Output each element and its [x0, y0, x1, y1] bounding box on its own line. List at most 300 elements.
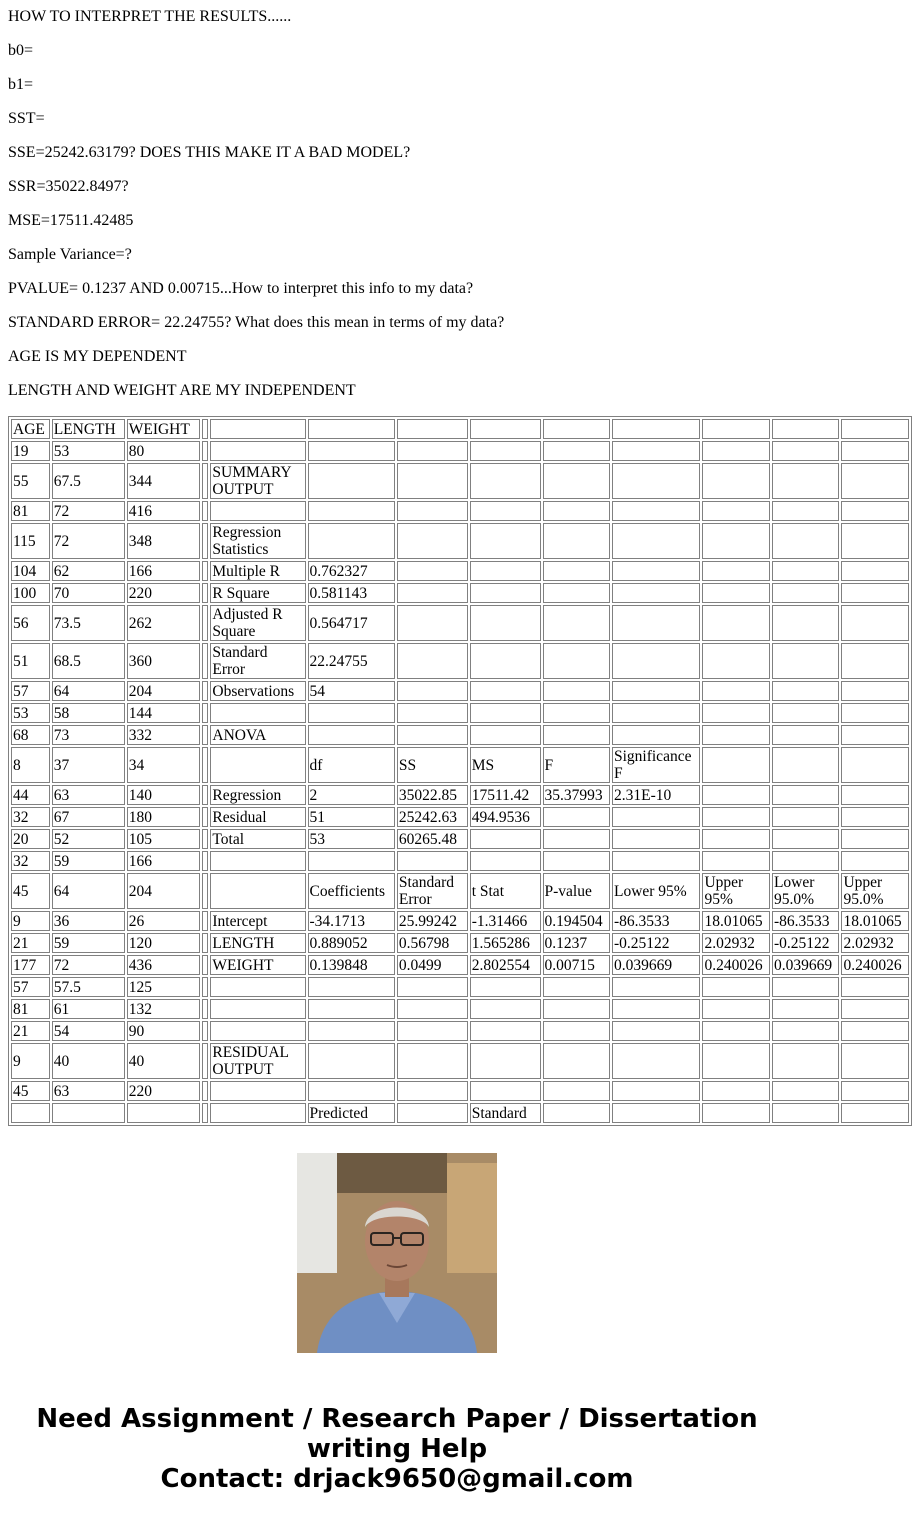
- table-cell: [397, 561, 468, 581]
- question-heading: HOW TO INTERPRET THE RESULTS......: [8, 8, 292, 25]
- table-cell: [308, 463, 395, 499]
- table-cell: [841, 1021, 909, 1041]
- table-cell: 115: [11, 523, 50, 559]
- table-cell: [202, 583, 209, 603]
- table-cell: [210, 703, 305, 723]
- table-cell: 18.01065: [841, 911, 909, 931]
- table-cell: [612, 725, 701, 745]
- table-cell: Residual: [210, 807, 305, 827]
- table-cell: [202, 643, 209, 679]
- table-cell: R Square: [210, 583, 305, 603]
- table-cell: [210, 1081, 305, 1101]
- table-cell: -34.1713: [308, 911, 395, 931]
- table-cell: 57: [11, 977, 50, 997]
- table-cell: Total: [210, 829, 305, 849]
- table-cell: 360: [127, 643, 200, 679]
- question-line-dependent: AGE IS MY DEPENDENT: [8, 348, 187, 365]
- table-cell: Regression: [210, 785, 305, 805]
- table-cell: 72: [52, 501, 125, 521]
- table-cell: [702, 463, 769, 499]
- table-cell: [397, 643, 468, 679]
- table-cell: [543, 725, 610, 745]
- table-row: [11, 1081, 909, 1101]
- table-cell: 55: [11, 463, 50, 499]
- table-cell: [470, 999, 541, 1019]
- table-cell: 21: [11, 933, 50, 953]
- table-cell: Intercept: [210, 911, 305, 931]
- table-cell: [702, 523, 769, 559]
- table-cell: 0.039669: [612, 955, 701, 975]
- table-cell: [202, 501, 209, 521]
- table-cell: -0.25122: [772, 933, 839, 953]
- table-cell: [702, 583, 769, 603]
- table-cell: [470, 463, 541, 499]
- table-cell: [702, 851, 769, 871]
- table-cell: 67: [52, 807, 125, 827]
- question-line-variance: Sample Variance=?: [8, 246, 132, 263]
- table-cell: [612, 1021, 701, 1041]
- table-cell: [772, 643, 839, 679]
- table-cell: 56: [11, 605, 50, 641]
- table-cell: [841, 829, 909, 849]
- table-cell: 68.5: [52, 643, 125, 679]
- table-cell: 204: [127, 873, 200, 909]
- table-cell: 0.0499: [397, 955, 468, 975]
- table-cell: LENGTH: [210, 933, 305, 953]
- table-cell: [612, 419, 701, 439]
- table-cell: [841, 441, 909, 461]
- table-row: [11, 441, 909, 461]
- table-cell: 64: [52, 873, 125, 909]
- table-cell: 0.240026: [841, 955, 909, 975]
- table-cell: [612, 829, 701, 849]
- table-cell: [543, 807, 610, 827]
- table-cell: Multiple R: [210, 561, 305, 581]
- table-cell: AGE: [11, 419, 50, 439]
- table-cell: 40: [127, 1043, 200, 1079]
- table-cell: [612, 703, 701, 723]
- table-cell: [202, 605, 209, 641]
- table-cell: [772, 583, 839, 603]
- table-row: [11, 873, 909, 909]
- table-cell: MS: [470, 747, 541, 783]
- table-cell: 35.37993: [543, 785, 610, 805]
- table-cell: [210, 851, 305, 871]
- table-row: [11, 1103, 909, 1123]
- footer-contact: Contact: drjack9650@gmail.com: [160, 1464, 634, 1494]
- table-cell: [470, 1021, 541, 1041]
- table-cell: [202, 463, 209, 499]
- table-cell: 45: [11, 1081, 50, 1101]
- table-cell: [470, 829, 541, 849]
- author-photo: [297, 1153, 497, 1353]
- table-cell: [612, 977, 701, 997]
- table-cell: [702, 643, 769, 679]
- table-cell: [772, 785, 839, 805]
- table-cell: [308, 441, 395, 461]
- table-cell: [702, 419, 769, 439]
- table-cell: [470, 561, 541, 581]
- table-cell: 0.889052: [308, 933, 395, 953]
- table-row: [11, 463, 909, 499]
- table-cell: [702, 747, 769, 783]
- table-cell: [470, 681, 541, 701]
- table-cell: 80: [127, 441, 200, 461]
- table-cell: [772, 441, 839, 461]
- table-cell: F: [543, 747, 610, 783]
- question-line-independent: LENGTH AND WEIGHT ARE MY INDEPENDENT: [8, 382, 356, 399]
- footer-line-2: writing Help: [306, 1434, 488, 1464]
- table-cell: 0.56798: [397, 933, 468, 953]
- question-line-sst: SST=: [8, 110, 45, 127]
- table-cell: [543, 1103, 610, 1123]
- table-row: [11, 911, 909, 931]
- table-row: [11, 933, 909, 953]
- footer-line-1: Need Assignment / Research Paper / Dissertation: [36, 1404, 758, 1434]
- table-cell: [841, 1103, 909, 1123]
- table-row: [11, 785, 909, 805]
- table-cell: [543, 1043, 610, 1079]
- table-cell: 64: [52, 681, 125, 701]
- table-cell: [470, 523, 541, 559]
- table-cell: [772, 501, 839, 521]
- table-cell: [702, 681, 769, 701]
- table-cell: 19: [11, 441, 50, 461]
- table-cell: -1.31466: [470, 911, 541, 931]
- table-cell: [397, 605, 468, 641]
- table-cell: [202, 911, 209, 931]
- table-cell: [397, 441, 468, 461]
- table-cell: [202, 785, 209, 805]
- table-cell: [543, 419, 610, 439]
- table-cell: [202, 523, 209, 559]
- table-cell: [202, 681, 209, 701]
- table-cell: 9: [11, 1043, 50, 1079]
- table-cell: -86.3533: [612, 911, 701, 931]
- table-cell: t Stat: [470, 873, 541, 909]
- table-cell: 22.24755: [308, 643, 395, 679]
- table-cell: [308, 1043, 395, 1079]
- table-cell: Standard: [470, 1103, 541, 1123]
- table-cell: 220: [127, 583, 200, 603]
- table-cell: 105: [127, 829, 200, 849]
- table-cell: 416: [127, 501, 200, 521]
- table-cell: 54: [52, 1021, 125, 1041]
- table-cell: 63: [52, 1081, 125, 1101]
- table-cell: 2.31E-10: [612, 785, 701, 805]
- table-cell: [841, 807, 909, 827]
- table-cell: 52: [52, 829, 125, 849]
- table-row: [11, 419, 909, 439]
- question-line-pvalue: PVALUE= 0.1237 AND 0.00715...How to interpret this info to my data?: [8, 280, 474, 297]
- table-cell: 132: [127, 999, 200, 1019]
- table-cell: [397, 419, 468, 439]
- table-cell: [543, 703, 610, 723]
- table-cell: [772, 1043, 839, 1079]
- table-row: [11, 955, 909, 975]
- table-cell: 348: [127, 523, 200, 559]
- table-cell: [202, 419, 209, 439]
- table-cell: [612, 1043, 701, 1079]
- table-cell: [841, 977, 909, 997]
- table-row: [11, 1043, 909, 1079]
- table-cell: [470, 419, 541, 439]
- table-cell: 57.5: [52, 977, 125, 997]
- table-cell: [202, 1103, 209, 1123]
- table-cell: [202, 703, 209, 723]
- table-cell: 34: [127, 747, 200, 783]
- table-cell: 81: [11, 501, 50, 521]
- table-cell: 344: [127, 463, 200, 499]
- table-cell: [612, 807, 701, 827]
- table-cell: 220: [127, 1081, 200, 1101]
- table-cell: [612, 441, 701, 461]
- table-cell: [841, 681, 909, 701]
- regression-data-table: [8, 416, 912, 1126]
- question-line-ssr: SSR=35022.8497?: [8, 178, 129, 195]
- table-cell: [702, 1103, 769, 1123]
- table-cell: [612, 681, 701, 701]
- table-cell: 59: [52, 851, 125, 871]
- table-cell: 57: [11, 681, 50, 701]
- table-cell: 70: [52, 583, 125, 603]
- table-cell: 0.139848: [308, 955, 395, 975]
- table-cell: 104: [11, 561, 50, 581]
- table-cell: [397, 463, 468, 499]
- person-portrait-icon: [297, 1153, 497, 1353]
- table-cell: [397, 501, 468, 521]
- table-cell: [397, 1021, 468, 1041]
- table-cell: 58: [52, 703, 125, 723]
- table-cell: [470, 851, 541, 871]
- table-cell: 0.00715: [543, 955, 610, 975]
- table-cell: 73.5: [52, 605, 125, 641]
- table-cell: [210, 501, 305, 521]
- table-cell: 177: [11, 955, 50, 975]
- table-cell: 53: [11, 703, 50, 723]
- table-cell: [308, 725, 395, 745]
- table-cell: [308, 703, 395, 723]
- table-cell: [772, 1081, 839, 1101]
- table-cell: [841, 523, 909, 559]
- table-cell: 68: [11, 725, 50, 745]
- table-cell: [841, 643, 909, 679]
- table-cell: [702, 561, 769, 581]
- table-cell: 0.1237: [543, 933, 610, 953]
- table-cell: [210, 999, 305, 1019]
- table-cell: [470, 1043, 541, 1079]
- table-cell: [702, 725, 769, 745]
- table-cell: [543, 501, 610, 521]
- table-cell: P-value: [543, 873, 610, 909]
- table-cell: [202, 955, 209, 975]
- table-cell: Standard Error: [210, 643, 305, 679]
- table-cell: 25242.63: [397, 807, 468, 827]
- table-cell: [543, 1081, 610, 1101]
- table-cell: [397, 681, 468, 701]
- question-line-standard-error: STANDARD ERROR= 22.24755? What does this mean in terms of my data?: [8, 314, 505, 331]
- table-cell: Lower 95%: [612, 873, 701, 909]
- footer-advert: [0, 1404, 794, 1494]
- table-cell: 62: [52, 561, 125, 581]
- table-cell: 32: [11, 851, 50, 871]
- table-cell: 18.01065: [702, 911, 769, 931]
- table-cell: [543, 561, 610, 581]
- table-cell: [543, 643, 610, 679]
- table-cell: df: [308, 747, 395, 783]
- table-cell: WEIGHT: [210, 955, 305, 975]
- table-cell: [772, 977, 839, 997]
- table-cell: 90: [127, 1021, 200, 1041]
- table-cell: [202, 441, 209, 461]
- table-cell: [202, 725, 209, 745]
- table-cell: Standard Error: [397, 873, 468, 909]
- table-cell: Upper 95%: [702, 873, 769, 909]
- table-cell: -0.25122: [612, 933, 701, 953]
- table-cell: 8: [11, 747, 50, 783]
- table-cell: 45: [11, 873, 50, 909]
- table-cell: [308, 419, 395, 439]
- table-cell: Coefficients: [308, 873, 395, 909]
- table-cell: 120: [127, 933, 200, 953]
- table-cell: [612, 501, 701, 521]
- table-cell: [772, 807, 839, 827]
- table-cell: 51: [11, 643, 50, 679]
- table-cell: [772, 747, 839, 783]
- table-row: [11, 747, 909, 783]
- table-cell: [702, 1021, 769, 1041]
- table-row: [11, 583, 909, 603]
- table-cell: [841, 1043, 909, 1079]
- table-row: [11, 561, 909, 581]
- table-cell: [772, 523, 839, 559]
- table-cell: [841, 583, 909, 603]
- table-cell: 180: [127, 807, 200, 827]
- table-cell: [543, 605, 610, 641]
- table-cell: 0.564717: [308, 605, 395, 641]
- question-line-b1: b1=: [8, 76, 34, 93]
- table-cell: Lower 95.0%: [772, 873, 839, 909]
- table-cell: [308, 523, 395, 559]
- table-row: [11, 703, 909, 723]
- table-cell: [202, 933, 209, 953]
- table-cell: Observations: [210, 681, 305, 701]
- table-cell: [702, 1081, 769, 1101]
- table-cell: [202, 747, 209, 783]
- table-cell: [308, 999, 395, 1019]
- table-cell: 51: [308, 807, 395, 827]
- table-cell: 2.02932: [841, 933, 909, 953]
- table-cell: [543, 523, 610, 559]
- table-row: [11, 851, 909, 871]
- table-cell: 100: [11, 583, 50, 603]
- table-cell: [543, 829, 610, 849]
- table-cell: [470, 643, 541, 679]
- table-cell: [308, 977, 395, 997]
- question-line-sse: SSE=25242.63179? DOES THIS MAKE IT A BAD MODEL?: [8, 144, 411, 161]
- table-cell: 72: [52, 955, 125, 975]
- table-cell: [772, 463, 839, 499]
- table-cell: [470, 583, 541, 603]
- table-cell: [202, 999, 209, 1019]
- table-cell: [397, 523, 468, 559]
- table-row: [11, 681, 909, 701]
- table-cell: [612, 1081, 701, 1101]
- table-cell: [702, 703, 769, 723]
- table-cell: 67.5: [52, 463, 125, 499]
- table-cell: 60265.48: [397, 829, 468, 849]
- table-cell: [612, 523, 701, 559]
- table-cell: 436: [127, 955, 200, 975]
- table-cell: [612, 561, 701, 581]
- table-cell: [202, 977, 209, 997]
- table-cell: 262: [127, 605, 200, 641]
- table-cell: [202, 1043, 209, 1079]
- table-cell: 44: [11, 785, 50, 805]
- table-row: [11, 999, 909, 1019]
- table-cell: [841, 561, 909, 581]
- table-cell: [397, 1081, 468, 1101]
- table-cell: 61: [52, 999, 125, 1019]
- table-cell: 1.565286: [470, 933, 541, 953]
- table-cell: 21: [11, 1021, 50, 1041]
- table-cell: 9: [11, 911, 50, 931]
- table-cell: -86.3533: [772, 911, 839, 931]
- table-cell: [612, 583, 701, 603]
- table-cell: [772, 681, 839, 701]
- regression-table-container: [8, 416, 902, 1122]
- table-cell: 54: [308, 681, 395, 701]
- table-cell: [397, 1103, 468, 1123]
- table-cell: [702, 999, 769, 1019]
- table-cell: [841, 463, 909, 499]
- table-cell: 35022.85: [397, 785, 468, 805]
- table-cell: [772, 703, 839, 723]
- table-cell: [612, 1103, 701, 1123]
- table-cell: [841, 1081, 909, 1101]
- table-cell: [702, 829, 769, 849]
- table-cell: 2: [308, 785, 395, 805]
- table-cell: [772, 1103, 839, 1123]
- table-cell: [470, 725, 541, 745]
- table-cell: [841, 851, 909, 871]
- table-cell: [470, 605, 541, 641]
- table-cell: [772, 829, 839, 849]
- table-cell: Significance F: [612, 747, 701, 783]
- table-cell: [470, 441, 541, 461]
- table-cell: 0.581143: [308, 583, 395, 603]
- table-cell: 72: [52, 523, 125, 559]
- table-cell: [210, 441, 305, 461]
- table-cell: [841, 501, 909, 521]
- table-cell: 0.039669: [772, 955, 839, 975]
- table-cell: [210, 1021, 305, 1041]
- table-cell: Upper 95.0%: [841, 873, 909, 909]
- table-cell: [308, 1021, 395, 1041]
- question-line-b0: b0=: [8, 42, 34, 59]
- table-cell: 63: [52, 785, 125, 805]
- table-cell: [210, 1103, 305, 1123]
- table-cell: 32: [11, 807, 50, 827]
- table-cell: [470, 703, 541, 723]
- table-cell: [772, 1021, 839, 1041]
- table-cell: [308, 1081, 395, 1101]
- table-cell: [210, 747, 305, 783]
- table-cell: 0.762327: [308, 561, 395, 581]
- table-cell: Regression Statistics: [210, 523, 305, 559]
- table-cell: [397, 703, 468, 723]
- table-cell: 53: [52, 441, 125, 461]
